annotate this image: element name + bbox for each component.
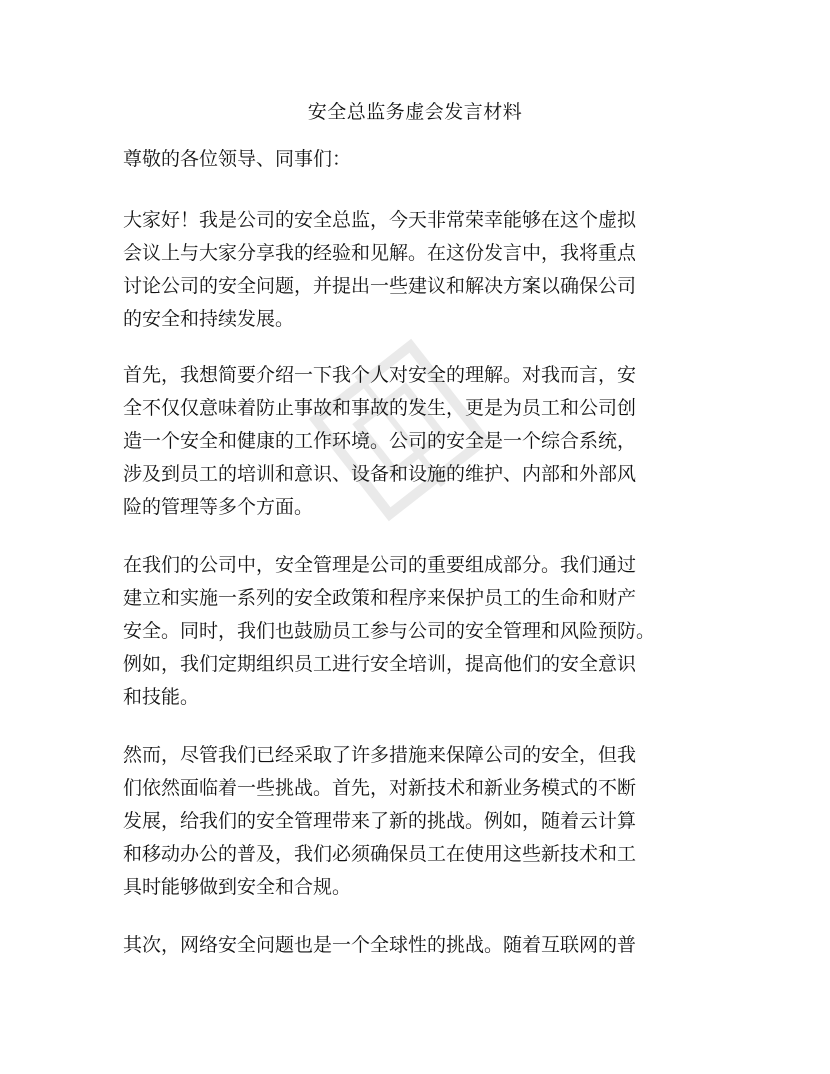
- paragraph-line: 会议上与大家分享我的经验和见解。在这份发言中，我将重点: [123, 242, 637, 264]
- paragraph-4: [123, 739, 719, 904]
- paragraph-2: [123, 359, 719, 524]
- paragraph-line: 具时能够做到安全和合规。: [123, 876, 352, 898]
- paragraph-line: 和移动办公的普及，我们必须确保员工在使用这些新技术和工: [123, 843, 637, 865]
- paragraph-1: [123, 204, 719, 336]
- paragraph-line: 造一个安全和健康的工作环境。公司的安全是一个综合系统，: [123, 430, 637, 452]
- salutation-line: 尊敬的各位领导、同事们：: [123, 148, 352, 170]
- paragraph-line: 大家好！我是公司的安全总监，今天非常荣幸能够在这个虚拟: [123, 209, 637, 231]
- paragraph-line: 首先，我想简要介绍一下我个人对安全的理解。对我而言，安: [123, 364, 637, 386]
- paragraph-line: 建立和实施一系列的安全政策和程序来保护员工的生命和财产: [123, 587, 637, 609]
- paragraph-line: 然而，尽管我们已经采取了许多措施来保障公司的安全，但我: [123, 744, 637, 766]
- document-title: 安全总监务虚会发言材料: [307, 101, 523, 123]
- paragraph-5: [123, 929, 719, 962]
- paragraph-line: 在我们的公司中，安全管理是公司的重要组成部分。我们通过: [123, 554, 637, 576]
- paragraph-line: 和技能。: [123, 686, 200, 708]
- paragraph-line: 们依然面临着一些挑战。首先，对新技术和新业务模式的不断: [123, 777, 637, 799]
- paragraph-line: 全不仅仅意味着防止事故和事故的发生，更是为员工和公司创: [123, 397, 637, 419]
- paragraph-line: 险的管理等多个方面。: [123, 496, 314, 518]
- salutation: [123, 143, 719, 176]
- paragraph-line: 讨论公司的安全问题，并提出一些建议和解决方案以确保公司: [123, 275, 637, 297]
- paragraph-line: 的安全和持续发展。: [123, 308, 295, 330]
- paragraph-3: [123, 549, 719, 714]
- paragraph-line: 涉及到员工的培训和意识、设备和设施的维护、内部和外部风: [123, 463, 637, 485]
- paragraph-line: 安全。同时，我们也鼓励员工参与公司的安全管理和风险预防。: [123, 620, 656, 642]
- paragraph-line: 例如，我们定期组织员工进行安全培训，提高他们的安全意识: [123, 653, 637, 675]
- paragraph-line: 其次，网络安全问题也是一个全球性的挑战。随着互联网的普: [123, 934, 637, 956]
- paragraph-line: 发展，给我们的安全管理带来了新的挑战。例如，随着云计算: [123, 810, 637, 832]
